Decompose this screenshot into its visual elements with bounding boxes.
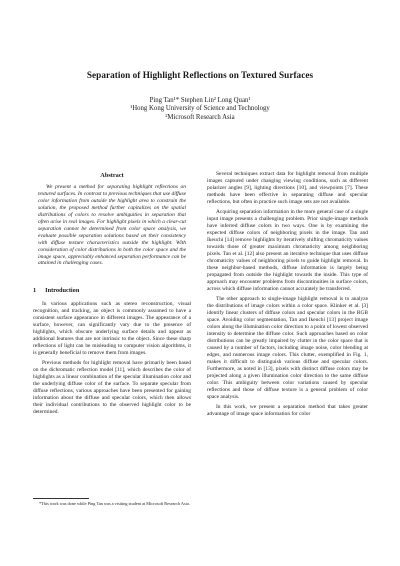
affiliation-1: ¹Hong Kong University of Science and Technology — [130, 105, 270, 113]
paper-title: Separation of Highlight Reflections on Textured Surfaces — [86, 70, 314, 80]
body-paragraph: Acquiring separation information in the more general case of a single input image presents a challenging problem. Prior single-image methods have inferred diffuse colors in two ways. One is by examining the expected diffuse colors of neighboring pixels in the image. Tan and Ikeuchi [14] remove highlights by iteratively shifting chromaticity values towards those of greater maximum chromaticity among neighboring pixels. Tan et al. [12] also present an iterative technique that uses diffuse chromaticity values of neighboring pixels to guide highlight removal. In these neighbor-based methods, diffuse information is largely being propagated from outside the highlight towards the inside. This type of approach may encounter problems from discontinuities in surface colors, across which diffuse information cannot accurately be transferred. — [207, 209, 368, 292]
abstract-text: We present a method for separating highlight reflections on textured surfaces. In contrast to previous techniques that use diffuse color information from outside the highlight area to constrain the solution, the proposed method further capitalizes on the spatial distributions of colors to resolve ambiguities in separation that often arise in real images. For highlight pixels in which a clear-cut separation cannot be determined from color space analysis, we evaluate possible separation solutions based on their consistency with diffuse texture characteristics outside the highlight. With consideration of color distributions in both the color space and the image space, appreciably enhanced separation performance can be attained in challenging cases. — [38, 184, 186, 267]
right-column-body — [207, 171, 368, 418]
body-paragraph: In this work, we present a separation method that takes greater advantage of image space information for color — [207, 404, 368, 417]
intro-paragraph: Previous methods for highlight removal have primarily been based on the dichromatic reflection model [11], which describes the color of highlights as a linear combination of the specular illumination color and the underlying diffuse color of the surface. To separate specular from diffuse reflections, various approaches have been presented for gaining information about the diffuse and specular colors, which then allows their individual contributions to the observed highlight color to be determined. — [33, 360, 191, 415]
abstract-body — [38, 184, 186, 267]
author-names: Ping Tan¹* Stephen Lin² Long Quan¹ — [149, 97, 251, 104]
section-heading-introduction — [33, 287, 79, 294]
abstract-heading: Abstract — [100, 172, 124, 179]
footnote: *This work was done while Ping Tan was a visiting student at Microsoft Research Asia. — [39, 501, 190, 506]
footnote-rule — [33, 498, 89, 499]
section-title: Introduction — [45, 287, 80, 294]
affiliation-2: ²Microsoft Research Asia — [165, 113, 235, 121]
author-block — [0, 97, 400, 122]
body-paragraph: The other approach to single-image highlight removal is to analyze the distributions of image colors within a color space. Klinker et al. [3] identify linear clusters of diffuse colors and specular colors in the RGB space. Avoiding color segmentation, Tan and Ikeuchi [13] project image colors along the illumination color direction to a point of lowest observed intensity to determine the diffuse color. Such approaches based on color distributions can be greatly impaired by clutter in the color space that is caused by a number of factors, including image noise, color blending at edges, and numerous image colors. This clutter, exemplified in Fig. 1, makes it difficult to distinguish various diffuse and specular colors. Furthermore, as noted in [13], pixels with distinct diffuse colors may be projected along a given illumination color direction to the same diffuse color. This ambiguity between color variations caused by specular reflections and those of diffuse texture is a general problem of color space analysis. — [207, 296, 368, 400]
intro-paragraph: In various applications such as stereo reconstruction, visual recognition, and tracking, an object is commonly assumed to have a consistent surface appearance in different images. The appearance of a surface, however, can significantly vary due to the presence of highlights, which obscure underlying surface details and appear as additional features that are not intrinsic to the object. Since these sharp reflections of light can be misleading to computer vision algorithms, it is generally beneficial to remove them from images. — [33, 301, 191, 356]
body-paragraph: Several techniques extract data for highlight removal from multiple images captured under changing viewing conditions, such as different polarizer angles [9], lighting directions [10], and viewpoints [7]. These methods have been effective in separating diffuse and specular reflections, but often in practice such image sets are not available. — [207, 171, 368, 205]
section-number: 1 — [33, 287, 37, 294]
introduction-body — [33, 301, 191, 416]
